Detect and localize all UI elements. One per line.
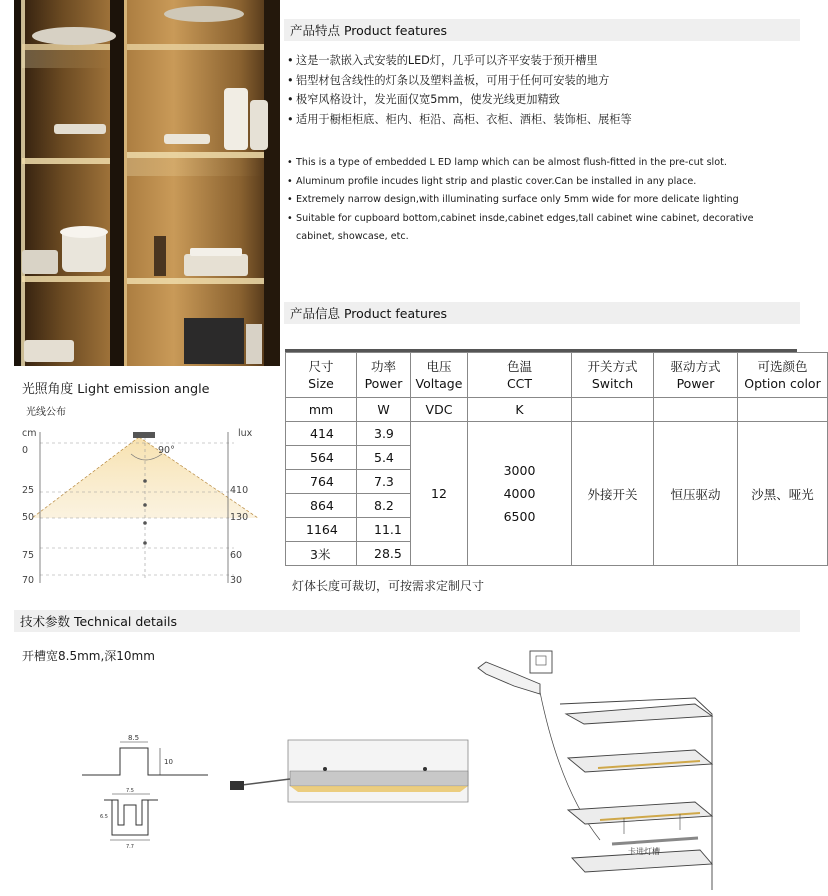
unit-driver xyxy=(654,398,738,422)
info-header-text: 产品信息 Product features xyxy=(290,306,448,321)
slot-drawing xyxy=(82,742,208,840)
features-en-list xyxy=(287,154,787,247)
technical-drawings xyxy=(0,640,800,896)
size-cell: 864 xyxy=(286,494,357,518)
dim-profile-h: 6.5 xyxy=(100,814,108,820)
power-cell: 28.5 xyxy=(357,542,411,566)
unit-lux: lux xyxy=(238,428,253,439)
driver-cell: 恒压驱动 xyxy=(654,422,738,566)
col-color: 可选颜色 Option color xyxy=(738,353,828,398)
col-size: 尺寸 Size xyxy=(286,353,357,398)
power-cell: 3.9 xyxy=(357,422,411,446)
unit-size: mm xyxy=(286,398,357,422)
feature-cn-item: • 极窄风格设计，发光面仅宽5mm，使发光线更加精致 xyxy=(287,90,632,110)
lux-label: 410 xyxy=(230,485,249,496)
unit-voltage: VDC xyxy=(411,398,468,422)
lux-label: 60 xyxy=(230,550,243,561)
cct-cell xyxy=(468,422,572,566)
col-power: 功率 Power xyxy=(357,353,411,398)
spec-header-row xyxy=(286,353,828,398)
feature-cn-item: • 适用于橱柜柜底、柜内、柜沿、高柜、衣柜、酒柜、装饰柜、展柜等 xyxy=(287,110,632,130)
features-cn-list xyxy=(287,51,632,129)
size-cell: 1164 xyxy=(286,518,357,542)
col-switch: 开关方式 Switch xyxy=(572,353,654,398)
table-row xyxy=(286,422,828,446)
clip-label: 卡进灯槽 xyxy=(628,847,660,856)
col-voltage: 电压 Voltage xyxy=(411,353,468,398)
strip-drawing xyxy=(230,740,468,802)
feature-cn-item: • 铝型材包含线性的灯条以及塑料盖板，可用于任何可安装的地方 xyxy=(287,71,632,91)
tech-header xyxy=(14,610,800,632)
feature-cn-item: • 这是一款嵌入式安装的LED灯，几乎可以齐平安装于预开槽里 xyxy=(287,51,632,71)
size-cell: 414 xyxy=(286,422,357,446)
unit-color xyxy=(738,398,828,422)
spec-units-row xyxy=(286,398,828,422)
power-cell: 11.1 xyxy=(357,518,411,542)
feature-en-item: • This is a type of embedded L ED lamp which can be almost flush-fitted in the pre-cut slot. xyxy=(287,154,787,173)
angle-subtitle: 光线公布 xyxy=(26,407,66,418)
lux-label: 130 xyxy=(230,512,249,523)
angle-label: 90° xyxy=(158,445,175,456)
power-cell: 5.4 xyxy=(357,446,411,470)
depth-label: 70 xyxy=(22,575,35,586)
unit-cct: K xyxy=(468,398,572,422)
dim-width: 8.5 xyxy=(128,734,140,742)
depth-label: 25 xyxy=(22,485,35,496)
depth-label: 0 xyxy=(22,445,29,456)
cct-value: 4000 xyxy=(503,486,536,501)
tech-header-text: 技术参数 Technical details xyxy=(20,614,177,629)
col-cct: 色温 CCT xyxy=(468,353,572,398)
col-driver: 驱动方式 Power xyxy=(654,353,738,398)
product-photo xyxy=(14,0,280,366)
unit-cm: cm xyxy=(22,428,37,439)
cct-value: 3000 xyxy=(503,463,536,478)
dim-profile-w: 7.5 xyxy=(126,788,134,794)
unit-power: W xyxy=(357,398,411,422)
cabinet-drawing xyxy=(478,651,712,890)
feature-en-item: • Suitable for cupboard bottom,cabinet insde,cabinet edges,tall cabinet wine cabinet, decorative cabinet, showcase, etc. xyxy=(287,210,787,247)
length-note: 灯体长度可裁切，可按需求定制尺寸 xyxy=(292,579,485,593)
voltage-cell: 12 xyxy=(411,422,468,566)
features-header xyxy=(284,19,800,41)
color-cell: 沙黑、哑光 xyxy=(738,422,828,566)
angle-title: 光照角度 Light emission angle xyxy=(22,382,210,397)
info-header xyxy=(284,302,800,324)
light-angle-diagram xyxy=(22,418,284,590)
spec-table xyxy=(285,352,828,566)
feature-en-item: • Aluminum profile incudes light strip and plastic cover.Can be installed in any place. xyxy=(287,173,787,192)
size-cell: 564 xyxy=(286,446,357,470)
unit-switch xyxy=(572,398,654,422)
depth-label: 75 xyxy=(22,550,35,561)
features-header-text: 产品特点 Product features xyxy=(290,23,448,38)
depth-label: 50 xyxy=(22,512,35,523)
power-cell: 8.2 xyxy=(357,494,411,518)
size-cell: 3米 xyxy=(286,542,357,566)
slot-spec: 开槽宽8.5mm,深10mm xyxy=(22,649,155,663)
cct-value: 6500 xyxy=(503,509,536,524)
dim-profile-inner: 7.7 xyxy=(126,844,134,850)
size-cell: 764 xyxy=(286,470,357,494)
dim-depth: 10 xyxy=(164,758,173,766)
feature-en-item: • Extremely narrow design,with illuminating surface only 5mm wide for more delicate lighting xyxy=(287,191,787,210)
power-cell: 7.3 xyxy=(357,470,411,494)
lux-label: 30 xyxy=(230,575,243,586)
switch-cell: 外接开关 xyxy=(572,422,654,566)
cabinet-illustration xyxy=(14,0,280,366)
